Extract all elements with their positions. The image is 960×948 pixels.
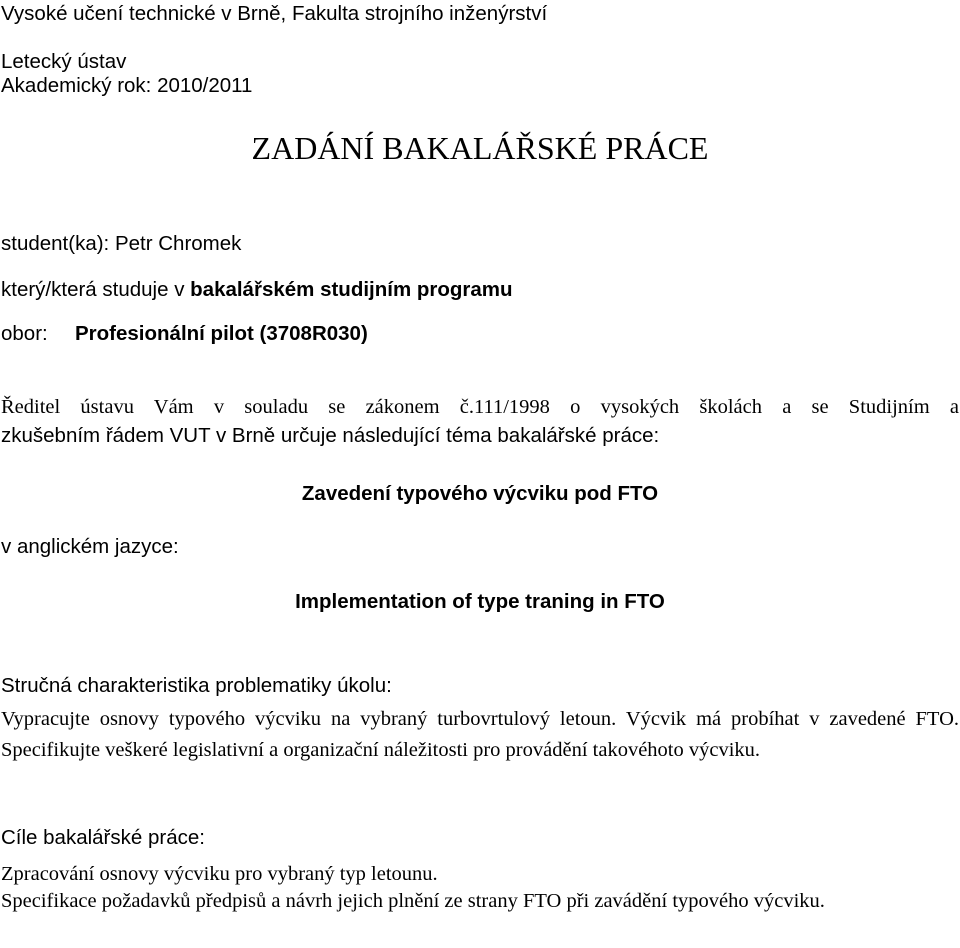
topic-english: Implementation of type traning in FTO bbox=[295, 590, 665, 613]
intro-line-2: zkušebním řádem VUT v Brně určuje následující téma bakalářské práce: bbox=[1, 424, 660, 447]
program-prefix: který/která studuje v bbox=[1, 278, 191, 301]
characteristics-body: Vypracujte osnovy typového výcviku na vybraný turbovrtulový letoun. Výcvik má probíhat v zavedené FTO. Specifikujte veškeré legislativní a organizační náležitosti pro provádění takovéhoto výcviku. bbox=[1, 708, 959, 761]
field-label: obor: bbox=[1, 322, 48, 345]
field-line bbox=[1, 322, 368, 346]
page-title: ZADÁNÍ BAKALÁŘSKÉ PRÁCE bbox=[251, 130, 709, 166]
characteristics-heading: Stručná charakteristika problematiky úkolu: bbox=[1, 674, 392, 697]
goals-body: Specifikace požadavků předpisů a návrh jejich plnění ze strany FTO při zavádění typového výcviku. bbox=[1, 890, 825, 912]
academic-year-line: Akademický rok: 2010/2011 bbox=[1, 74, 253, 97]
goals-line-1: Zpracování osnovy výcviku pro vybraný typ letounu. bbox=[1, 863, 438, 885]
program-line bbox=[1, 278, 513, 302]
goals-heading: Cíle bakalářské práce: bbox=[1, 826, 205, 849]
field-value: Profesionální pilot (3708R030) bbox=[75, 322, 368, 345]
intro-line-1: Ředitel ústavu Vám v souladu se zákonem č.111/1998 o vysokých školách a se Studijním a bbox=[1, 396, 959, 418]
student-line: student(ka): Petr Chromek bbox=[1, 232, 242, 255]
english-label: v anglickém jazyce: bbox=[1, 535, 179, 558]
program-name: bakalářském studijním programu bbox=[190, 278, 513, 301]
institute-line: Letecký ústav bbox=[1, 50, 127, 73]
university-line: Vysoké učení technické v Brně, Fakulta strojního inženýrství bbox=[1, 2, 548, 25]
topic-czech: Zavedení typového výcviku pod FTO bbox=[301, 482, 659, 505]
